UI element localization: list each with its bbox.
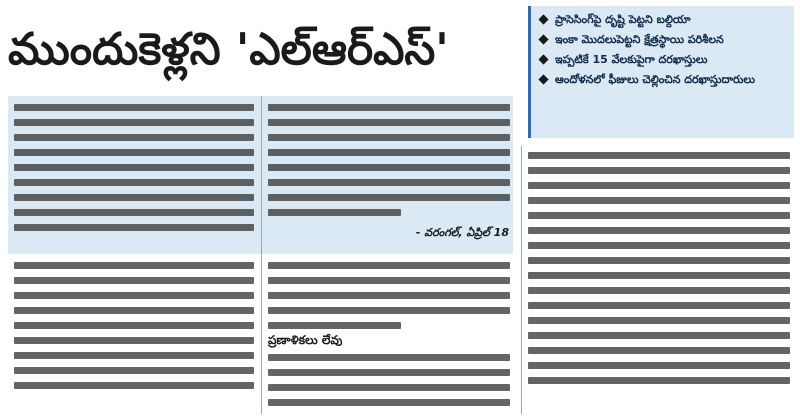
body-text-column-3 bbox=[528, 152, 790, 392]
highlight-text: ఆందోళనలో ఫీజులు చెల్లించిన దరఖాస్తుదారులు bbox=[555, 73, 755, 86]
body-text-column-1-lede bbox=[14, 104, 254, 239]
body-text-column-2-continued bbox=[268, 354, 510, 414]
column-divider bbox=[261, 96, 262, 414]
highlight-text: ఇంకా మొదలుపెట్టని క్షేత్రస్థాయి పరిశీలన bbox=[555, 33, 724, 46]
highlight-item bbox=[539, 32, 786, 47]
diamond-bullet-icon bbox=[538, 14, 548, 24]
subheading: ప్రణాళికలు లేవు bbox=[268, 333, 343, 347]
highlight-text: ప్రాసెసింగ్‌పై దృష్టి పెట్టని బల్దియా bbox=[555, 13, 691, 26]
highlights-box bbox=[528, 6, 794, 138]
highlight-text: ఇప్పటికే 15 వేలకుపైగా దరఖాస్తులు bbox=[555, 53, 708, 66]
highlight-item bbox=[539, 12, 786, 27]
body-text-column-1 bbox=[14, 262, 254, 397]
body-text-column-2 bbox=[268, 262, 510, 337]
headline: ముందుకెళ్లని 'ఎల్‌ఆర్‌ఎస్' bbox=[8, 24, 449, 75]
body-text-column-2-lede bbox=[268, 104, 510, 224]
diamond-bullet-icon bbox=[538, 34, 548, 44]
diamond-bullet-icon bbox=[538, 74, 548, 84]
diamond-bullet-icon bbox=[538, 54, 548, 64]
column-divider bbox=[521, 146, 522, 414]
highlight-item bbox=[539, 72, 786, 87]
highlight-item bbox=[539, 52, 786, 67]
dateline: - వరంగల్, ఏప్రిల్ 18 bbox=[415, 226, 509, 239]
